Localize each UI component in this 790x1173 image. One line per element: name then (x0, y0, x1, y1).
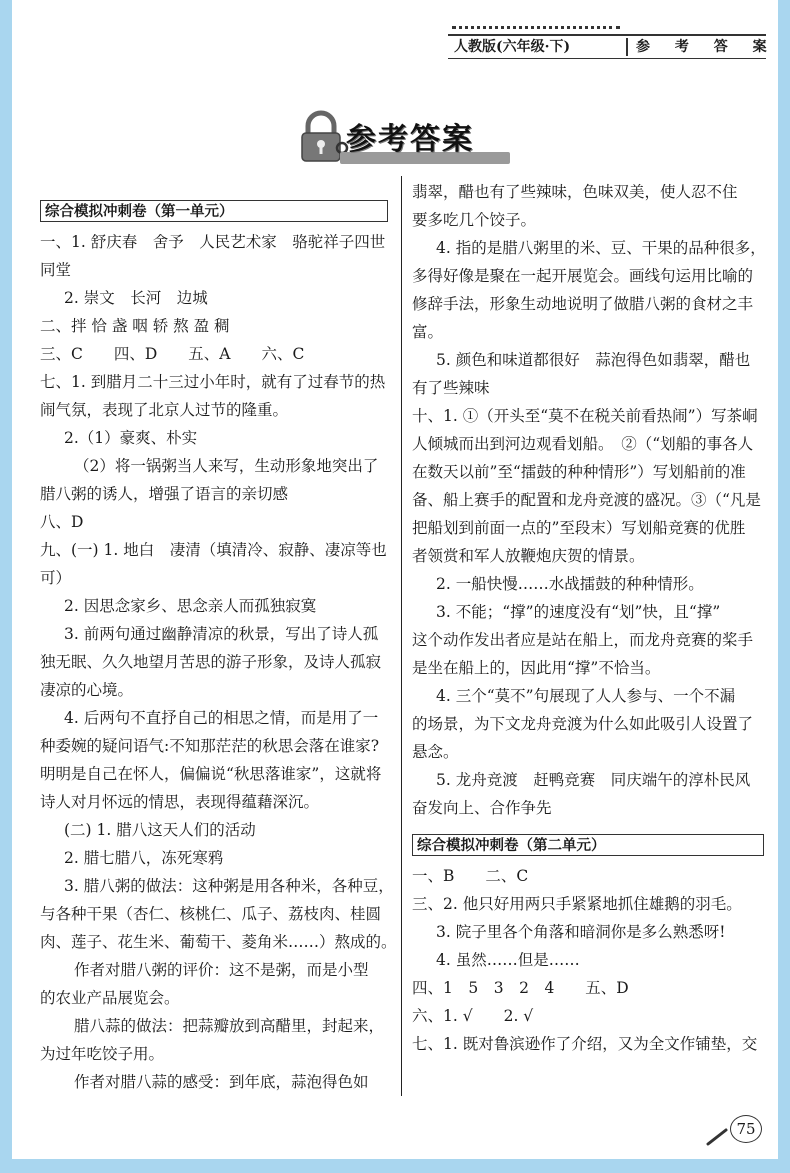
answer-line: 八、D (40, 513, 84, 531)
answer-line: 4. 指的是腊八粥里的米、豆、干果的品种很多， (436, 239, 766, 257)
right-column (412, 178, 766, 1058)
answer-line: 一、1. 舒庆春 舍予 人民艺术家 骆驼祥子四世 (40, 233, 386, 251)
answer-line: 3. 不能；“撑”的速度没有“划”快，且“撑” (436, 603, 721, 621)
answer-line: 凄凉的心境。 (40, 681, 134, 699)
answer-line: 同堂 (40, 261, 72, 279)
answer-line: 的农业产品展览会。 (40, 989, 180, 1007)
answer-line: 一、B 二、C (412, 867, 529, 885)
answer-line: 4. 虽然……但是…… (436, 951, 580, 969)
column-divider (401, 176, 402, 1096)
answer-line: 修辞手法，形象生动地说明了做腊八粥的食材之丰 (412, 295, 754, 313)
header-separator (626, 38, 628, 56)
answer-line: 有了些辣味 (412, 379, 490, 397)
answer-line: 这个动作发出者应是站在船上，而龙舟竞赛的桨手 (412, 631, 754, 649)
answer-line: 作者对腊八蒜的感受：到年底，蒜泡得色如 (74, 1073, 369, 1091)
answer-line: 奋发向上、合作争先 (412, 799, 552, 817)
answer-line: 2. 崇文 长河 边城 (64, 289, 208, 307)
answer-line: 二、拌 恰 盏 咽 轿 熬 盈 稠 (40, 317, 230, 335)
answer-line: 5. 龙舟竞渡 赶鸭竞赛 同庆端午的淳朴民风 (436, 771, 751, 789)
answer-line: 悬念。 (412, 743, 459, 761)
answer-line: 九、(一) 1. 地白 凄清（填清冷、寂静、凄凉等也 (40, 541, 387, 559)
section-label: 参 考 答 案 (636, 39, 777, 55)
header-dots (452, 26, 620, 29)
answer-line: 3. 腊八粥的做法：这种粥是用各种米，各种豆， (64, 877, 394, 895)
answer-line: 4. 后两句不直抒自己的相思之情，而是用了一 (64, 709, 379, 727)
answer-line: 闹气氛，表现了北京人过节的隆重。 (40, 401, 289, 419)
answer-line: 2. 腊七腊八，冻死寒鸦 (64, 849, 224, 867)
answer-line: 十、1. ①（开头至“莫不在税关前看热闹”）写茶峒 (412, 407, 758, 425)
answer-line: 七、1. 到腊月二十三过小年时，就有了过春节的热 (40, 373, 386, 391)
section-heading: 综合模拟冲刺卷（第一单元） (40, 200, 388, 222)
answer-line: 2. 因思念家乡、思念亲人而孤独寂寞 (64, 597, 317, 615)
answer-line: 5. 颜色和味道都很好 蒜泡得色如翡翠，醋也 (436, 351, 751, 369)
page-number: 75 (730, 1115, 762, 1143)
answer-line: 诗人对月怀远的情思，表现得蕴藉深沉。 (40, 793, 320, 811)
answer-line: 为过年吃饺子用。 (40, 1045, 165, 1063)
edition-label: 人教版(六年级·下) (454, 39, 571, 55)
answer-line: 七、1. 既对鲁滨逊作了介绍，又为全文作铺垫，交 (412, 1035, 758, 1053)
answer-line: 腊八蒜的做法：把蒜瓣放到高醋里，封起来， (74, 1017, 385, 1035)
answer-line: (二) 1. 腊八这天人们的活动 (64, 821, 256, 839)
answer-line: 种委婉的疑问语气:不知那茫茫的秋思会落在谁家? (40, 737, 380, 755)
answer-line: 3. 院子里各个角落和暗洞你是多么熟悉呀! (436, 923, 726, 941)
page-title-block (296, 108, 512, 166)
answer-line: 是坐在船上的，因此用“撑”不恰当。 (412, 659, 661, 677)
answer-line: 腊八粥的诱人，增强了语言的亲切感 (40, 485, 289, 503)
answer-line: 肉、莲子、花生米、葡萄干、菱角米……）熬成的。 (40, 933, 397, 951)
answer-line: 要多吃几个饺子。 (412, 211, 537, 229)
answer-line: 2. 一船快慢……水战擂鼓的种种情形。 (436, 575, 704, 593)
answer-line: 六、1. √ 2. √ (412, 1007, 534, 1025)
answer-line: 与各种干果（杏仁、核桃仁、瓜子、荔枝肉、桂圆 (40, 905, 382, 923)
page-number-badge (704, 1110, 764, 1148)
answer-line: 把船划到前面一点的”至段末）写划船竞赛的优胜 (412, 519, 746, 537)
page-title: 参考答案 (346, 122, 474, 157)
section-heading: 综合模拟冲刺卷（第二单元） (412, 834, 764, 856)
answer-line: 的场景，为下文龙舟竞渡为什么如此吸引人设置了 (412, 715, 754, 733)
answer-line: 3. 前两句通过幽静清凉的秋景，写出了诗人孤 (64, 625, 379, 643)
running-header (448, 34, 777, 59)
answer-line: 在数天以前”至“擂鼓的种种情形”）写划船前的准 (412, 463, 746, 481)
answer-line: 四、1 5 3 2 4 五、D (412, 979, 629, 997)
answer-line: 翡翠，醋也有了些辣味，色味双美，使人忍不住 (412, 183, 738, 201)
left-column (40, 198, 397, 1096)
answer-line: 作者对腊八粥的评价：这不是粥，而是小型 (74, 961, 369, 979)
answer-line: 明明是自己在怀人，偏偏说“秋思落谁家”，这就将 (40, 765, 382, 783)
answer-line: 三、C 四、D 五、A 六、C (40, 345, 305, 363)
answer-line: （2）将一锅粥当人来写，生动形象地突出了 (74, 457, 379, 475)
answer-line: 2.（1）豪爽、朴实 (64, 429, 198, 447)
answer-line: 者领赏和军人放鞭炮庆贺的情景。 (412, 547, 645, 565)
answer-line: 4. 三个“莫不”句展现了人人参与、一个不漏 (436, 687, 736, 705)
answer-line: 富。 (412, 323, 444, 341)
answer-line: 备、船上赛手的配置和龙舟竞渡的盛况。③（“凡是 (412, 491, 761, 509)
answer-line: 独无眠、久久地望月苦思的游子形象，及诗人孤寂 (40, 653, 382, 671)
answer-line: 可） (40, 569, 72, 587)
answer-line: 人倾城而出到河边观看划船。 ②（“划船的事各人 (412, 435, 754, 453)
answer-line: 三、2. 他只好用两只手紧紧地抓住雄鹅的羽毛。 (412, 895, 742, 913)
answer-line: 多得好像是聚在一起开展览会。画线句运用比喻的 (412, 267, 754, 285)
